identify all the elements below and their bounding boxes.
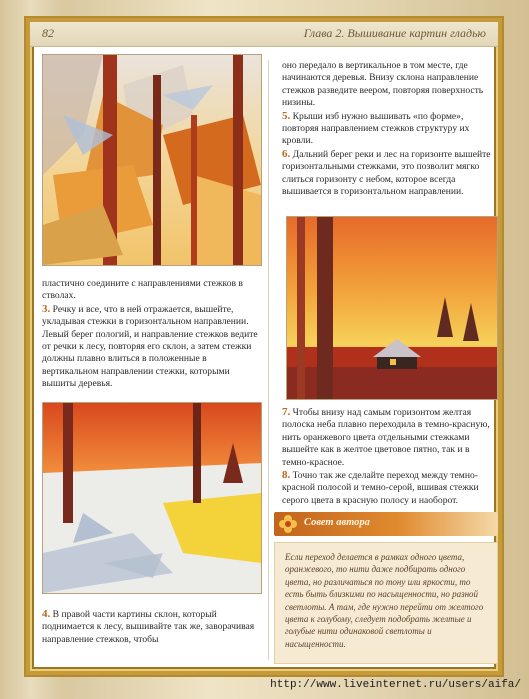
step-number: 7. [282, 406, 291, 418]
step-number: 3. [42, 302, 51, 315]
column-divider [268, 60, 269, 660]
step-number: 6. [282, 147, 291, 160]
author-tip-header [274, 512, 498, 536]
watermark-url: http://www.liveinternet.ru/users/aifa/ [270, 679, 521, 691]
step-number: 8. [282, 469, 291, 482]
embroidery-image-autumn-trees [42, 54, 262, 266]
embroidery-image-snow-slope [42, 402, 262, 594]
paragraph-7 [282, 406, 496, 469]
page-header [30, 22, 498, 47]
paragraph-continued: пластично соедините с направлениями стежков в стволах. [42, 278, 243, 302]
embroidery-image-sunset-hut [286, 216, 498, 400]
step-text: Крыши изб нужно вышивать «по форме», повторяя направлением стежков структуру их кровли. [282, 110, 470, 147]
step-number: 4. [42, 608, 51, 620]
step-text: В правой части картины склон, который поднимается к лесу, вышивайте так же, заворачивая направление стежков, чтобы [42, 609, 255, 645]
paragraph-4 [42, 608, 260, 646]
flower-icon [278, 514, 298, 534]
page-frame [26, 18, 502, 675]
left-text-block-2 [42, 608, 260, 646]
step-text: Дальний берег реки и лес на горизонте вышейте горизонтальными стежками, это позволит мягко слиться горизонту с небом, которое всегда вышивается в горизонтальном направлении. [282, 148, 491, 198]
paragraph-5 [282, 110, 496, 148]
page-number: 82 [42, 26, 54, 40]
step-text: Точно так же сделайте переход между темно-красной полосой и темно-серой, вшивая стежки серого цвета в красную полосу и наоборот. [282, 470, 479, 506]
right-text-block-2 [282, 406, 496, 507]
step-text: Чтобы внизу над самым горизонтом желтая полоска неба плавно переходила в темно-красную, нить оранжевого цвета отдельными стежками вышейте как в желтое цветовое пятно, так и в темно-красное. [282, 407, 490, 468]
author-tip-text: Если переход делается в рамках одного цвета, оранжевого, то нити даже подбирать одного цвета, но различаться по тону или яркости, то есть быть близкими по насыщенности, но разной светлоты. А там, где нужно перейти от желтого цвета к голубому, следует подобрать желтые и голубые нити одинаковой светлоты и насыщенности. [285, 552, 484, 649]
paragraph-3 [42, 303, 260, 391]
step-text: Речку и все, что в ней отражается, вышейте, укладывая стежки в горизонтальном направлении. Левый берег пологий, и направление стежков ведите от речки к лесу, повторяя его склон, а затем стежки должны плавно влиться в положенные в вертикальном направлении стежки, которыми вышиты деревья. [42, 303, 258, 390]
paragraph-continued: оно передало в вертикальное в том месте, где начинаются деревья. Внизу склона направление стежков разведите веером, повторяя поверхность низины. [282, 60, 484, 109]
author-tip-title: Совет автора [304, 517, 370, 528]
step-number: 5. [282, 109, 291, 122]
running-head: Глава 2. Вышивание картин гладью [303, 26, 486, 40]
paragraph-6 [282, 148, 496, 199]
paragraph-8 [282, 469, 496, 507]
left-text-block-1 [42, 278, 260, 391]
right-text-block-1 [282, 60, 496, 198]
author-tip-box [274, 542, 498, 664]
